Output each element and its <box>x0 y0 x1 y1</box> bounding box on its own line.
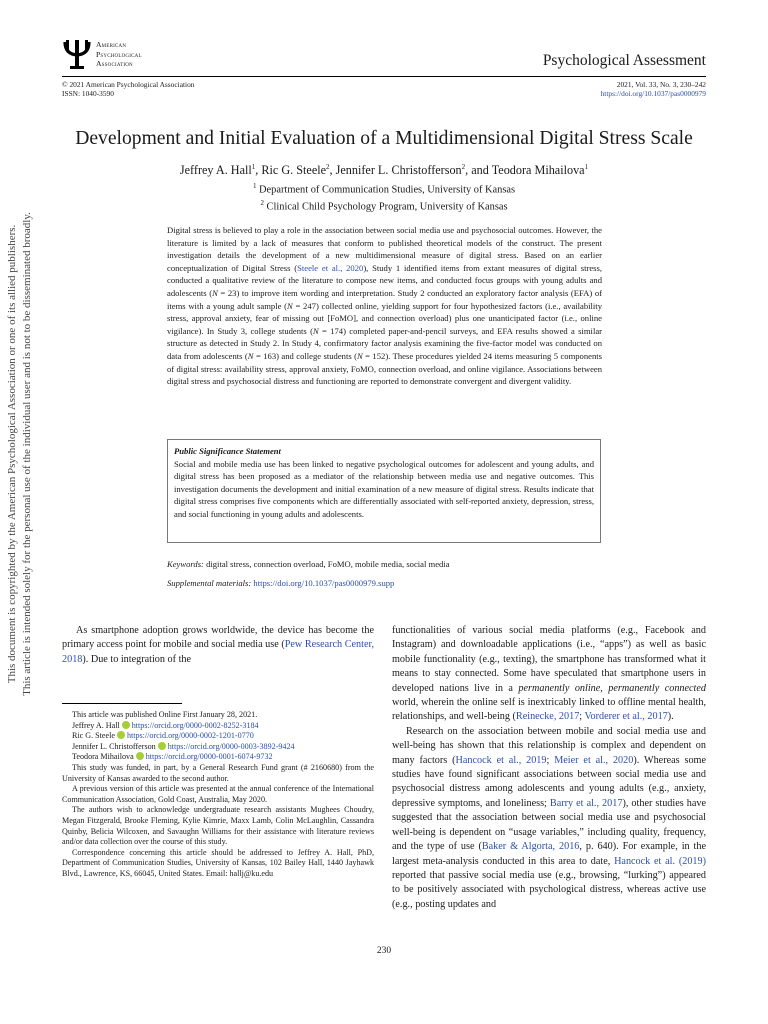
doi-link[interactable]: https://doi.org/10.1037/pas0000979 <box>600 89 706 98</box>
side-copyright-notice: This document is copyrighted by the American Psychological Association or one of its allied publishers. This article is intended solely for the personal use of the individual user and is not to be disseminated broadly. <box>6 212 33 696</box>
citation-link[interactable]: Meier et al., 2020 <box>554 754 634 766</box>
apa-wordmark: American Psychological Association <box>96 40 142 69</box>
copyright-block <box>62 80 194 98</box>
author: Ric G. Steele <box>261 163 327 178</box>
public-significance-heading: Public Significance Statement <box>174 446 281 456</box>
citation-link[interactable]: Vorderer et al., 2017 <box>584 711 668 723</box>
article-title: Development and Initial Evaluation of a Multidimensional Digital Stress Scale <box>75 128 693 149</box>
affiliation: $^1$ Department of Communication Studies, University of Kansas <box>252 182 516 196</box>
citation-link[interactable]: Reinecke, 2017 <box>515 711 580 723</box>
public-significance-text: Social and mobile media use has been linked to negative psychological outcomes for adolescent and young adults, and digital stress has been proposed as a mediator of the relationship between media use and negative outcomes. This investigation documents the development and initial examination of a new measure of digital stress. Results indicate that digital stress comprises five components which are differentially associated with self-reported anxiety, depression, stress, and social functioning in young adults and adolescents. <box>174 458 594 519</box>
author-list: Jeffrey A. Hall$^1$, Ric G. Steele$^2$, Jennifer L. Christofferson$^2$, and Teodora Mihailova$^1$ <box>179 163 589 178</box>
orcid-entry: Jennifer L. Christofferson https://orcid.org/0000-0003-3892-9424 <box>72 741 295 751</box>
page-number: 230 <box>376 946 392 956</box>
supplemental-materials: Supplemental materials: https://doi.org/10.1037/pas0000979.supp <box>167 578 395 588</box>
header-rule <box>62 76 706 77</box>
supplemental-link[interactable]: https://doi.org/10.1037/pas0000979.supp <box>251 578 395 588</box>
apa-logo <box>62 38 182 72</box>
affiliation: $^2$ Clinical Child Psychology Program, University of Kansas <box>260 198 508 213</box>
author-note <box>62 710 374 880</box>
citation-link[interactable]: Baker & Algorta, 2016 <box>481 841 580 853</box>
apa-psi-icon <box>62 38 92 70</box>
citation-link[interactable]: Pew Research Center, 2018 <box>62 639 375 665</box>
orcid-entry: Jeffrey A. Hall https://orcid.org/0000-0002-8252-3184 <box>72 720 259 730</box>
orcid-icon <box>136 752 144 760</box>
volume-info: 2021, Vol. 33, No. 3, 230–242 <box>616 80 706 89</box>
orcid-icon <box>122 721 130 729</box>
paragraph: functionalities of various social media platforms (e.g., Facebook and Instagram) and downloadable applications (i.e., “apps”) as well as basic mobile functionality (e.g., texting), the smartphone has transformed what it means to stay connected. Some have speculated that smartphone users in developed nations live in a permanently online, permanently connected world, wherein the online self is inextricably linked to offline mental health, relationships, and well-being (Reinecke, 2017; Vorderer et al., 2017). <box>392 625 707 723</box>
presentation-note: A previous version of this article was presented at the annual conference of the International Communication Association, Gold Coast, Australia, May 2020. <box>62 784 374 804</box>
correspondence: Correspondence concerning this article should be addressed to Jeffrey A. Hall, PhD, Department of Communication Studies, University of Kansas, 102 Bailey Hall, 1440 Jayhawk Blvd., Lawrence, KS, 66045, United States. Email: hallj@ku.edu <box>62 847 374 878</box>
citation-link[interactable]: Barry et al., 2017 <box>549 797 623 809</box>
funding-note: This study was funded, in part, by a General Research Fund grant (# 2160680) from the University of Kansas awarded to the second author. <box>62 762 374 783</box>
public-significance-box <box>167 439 601 543</box>
author: Jeffrey A. Hall <box>179 163 252 178</box>
body-intro-left: As smartphone adoption grows worldwide, the device has become the primary access point for mobile and social media use (Pew Research Center, 2018). Due to integration of the <box>62 625 375 665</box>
orcid-entry: Ric G. Steele https://orcid.org/0000-0002-1201-0770 <box>72 731 254 741</box>
paragraph: Research on the association between mobile and social media use and well-being has shown that this relationship is complex and dependent on many factors (Hancock et al., 2019; Meier et al., 2020). Whereas some studies have found significant associations between social media use and psychosocial distress among adolescents and young adults (e.g., anxiety, depressive symptoms, and loneliness; Barry et al., 2017), other studies have suggested that the association between social media use and psychosocial well-being is dependent on “usage variables,” including quality, frequency, and the type of use (Baker & Algorta, 2016, p. 640). For example, in the largest meta-analysis conducted in this area to date, Hancock et al. (2019) reported that passive social media use (e.g., browsing, “lurking”) appeared to be positively associated with psychological distress, whereas active use (e.g., posting updates and <box>392 725 706 910</box>
acknowledgments: The authors wish to acknowledge undergraduate research assistants Mughees Choudry, Megan Fitzgerald, Brooke Fleming, Kylie Kimrie, Maxx Lamb, Colin McLaughlin, Cassandra Quinby, Belicia Wilcoxen, and Savaughn Williams for their assistance with literature reviews and/or data collection over the course of this study. <box>62 805 374 847</box>
orcid-icon <box>158 742 166 750</box>
orcid-entry: Teodora Mihailova https://orcid.org/0000-0001-6074-9732 <box>72 752 273 762</box>
published-note: This article was published Online First January 28, 2021. <box>72 710 258 719</box>
affiliations <box>40 180 728 214</box>
citation-link[interactable]: Hancock et al. (2019) <box>614 855 706 867</box>
issn: ISSN: 1040-3590 <box>62 89 114 98</box>
author: Jennifer L. Christofferson <box>335 163 462 178</box>
citation-link[interactable]: Hancock et al., 2019 <box>455 754 547 766</box>
abstract: Digital stress is believed to play a role in the association between social media use and psychosocial outcomes. However, the literature is limited by a lack of measures that conform to published theoretical models of the construct. The present investigation details the development of a new multidimensional measure of digital stress. Based on an earlier conceptualization of Digital Stress (Steele et al., 2020), Study 1 identified items from extant measures of digital stress, conducted a qualitative review of the literature to compose new items, and conducted focus groups with young adults and adolescents (N = 23) to improve item wording and interpretation. Study 2 conducted an exploratory factor analysis (EFA) of items with a young adult sample (N = 247) collected online, yielding support for four hypothesized factors (i.e., availability stress, approval anxiety, fear of missing out [FoMO], and connection overload) plus one unanticipated factor (i.e., online vigilance). In Study 3, college students (N = 174) completed paper-and-pencil surveys, and EFA results showed a similar structure as detected in Study 2. In Study 4, confirmatory factor analysis examining the five-factor model was conducted on data from adolescents (N = 163) and college students (N = 152). These procedures yielded 24 items measuring 5 components of digital stress: availability stress, approval anxiety, FoMO, connection overload, and online vigilance. Associations between digital stress and psychosocial distress and functioning are reported to demonstrate convergent and divergent validity. <box>167 225 603 387</box>
author: Teodora Mihailova <box>491 163 585 178</box>
keywords: Keywords: digital stress, connection overload, FoMO, mobile media, social media <box>167 559 450 569</box>
citation-block <box>601 80 706 98</box>
orcid-icon <box>117 731 125 739</box>
journal-name: Psychological Assessment <box>542 52 706 69</box>
citation-link[interactable]: Steele et al., 2020 <box>297 262 364 273</box>
copyright: © 2021 American Psychological Association <box>62 80 195 89</box>
footnote-rule <box>62 703 182 704</box>
body-right-column <box>392 624 706 912</box>
